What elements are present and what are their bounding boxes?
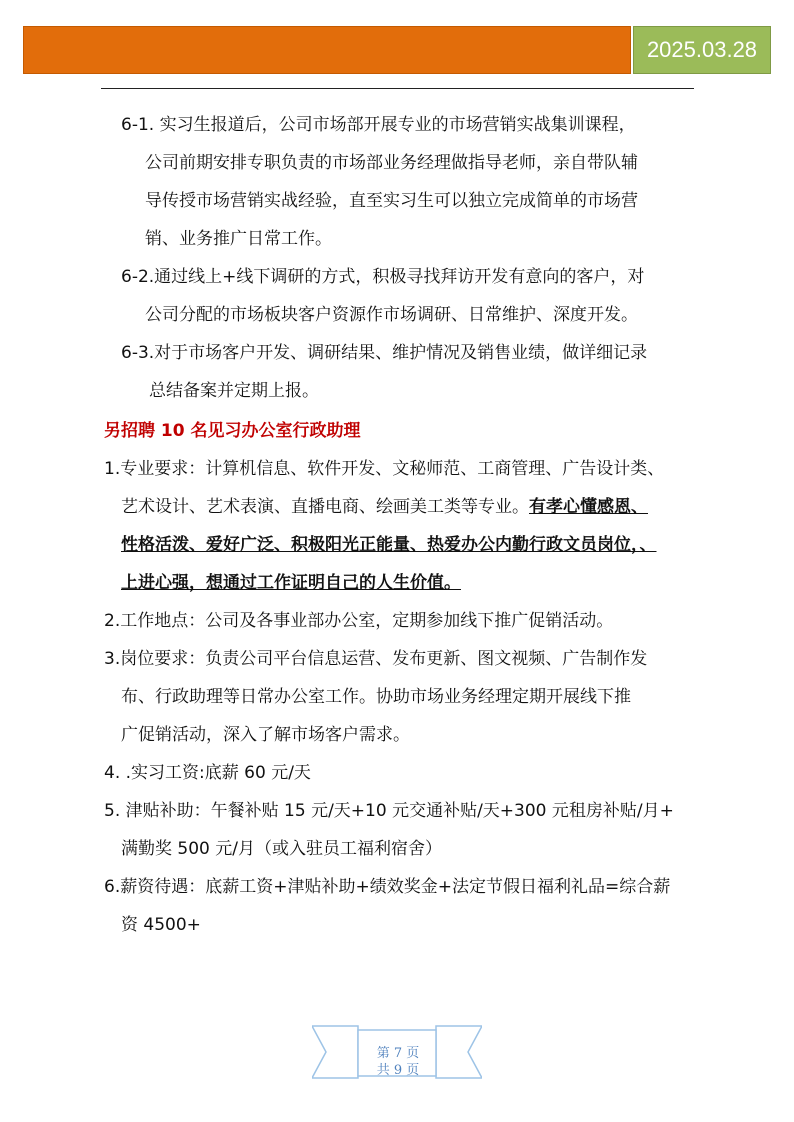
text-line: 2.工作地点：公司及各事业部办公室，定期参加线下推广促销活动。	[104, 611, 614, 631]
text-line: 销、业务推广日常工作。	[145, 229, 332, 249]
page-number: 第 7 页	[376, 1046, 420, 1061]
text-line: 导传授市场营销实战经验，直至实习生可以独立完成简单的市场营	[145, 191, 638, 211]
text-line: 资 4500+	[121, 915, 201, 935]
text-line: 6-2.通过线上+线下调研的方式，积极寻找拜访开发有意向的客户，对	[121, 267, 645, 287]
page-total: 共 9 页	[376, 1063, 420, 1078]
text-line: 6-1. 实习生报道后，公司市场部开展专业的市场营销实战集训课程，	[121, 115, 636, 135]
text-line: 6-3.对于市场客户开发、调研结果、维护情况及销售业绩，做详细记录	[121, 343, 648, 363]
text-line: 6.薪资待遇：底薪工资+津贴补助+绩效奖金+法定节假日福利礼品=综合薪	[104, 877, 671, 897]
text-line: 广促销活动，深入了解市场客户需求。	[121, 725, 410, 745]
text-line: 公司前期安排专职负责的市场部业务经理做指导老师，亲自带队辅	[145, 153, 638, 173]
text-line: 总结备案并定期上报。	[149, 381, 319, 401]
header-bar	[23, 26, 631, 74]
highlight-text: 上进心强，想通过工作证明自己的人生价值。	[121, 573, 461, 593]
text-segment: 艺术设计、艺术表演、直播电商、绘画美工类等专业。	[121, 497, 529, 517]
header-rule	[101, 88, 694, 89]
text-line: 公司分配的市场板块客户资源作市场调研、日常维护、深度开发。	[145, 305, 638, 325]
text-line: 5. 津贴补助：午餐补贴 15 元/天+10 元交通补贴/天+300 元租房补贴/月+	[104, 801, 674, 821]
text-line: 满勤奖 500 元/月（或入驻员工福利宿舍）	[121, 839, 442, 859]
highlight-text: 性格活泼、爱好广泛、积极阳光正能量、热爱办公内勤行政文员岗位，、	[121, 535, 657, 555]
text-line: 4. .实习工资:底薪 60 元/天	[104, 763, 311, 783]
text-line	[121, 495, 648, 519]
section-title: 另招聘 10 名见习办公室行政助理	[104, 421, 361, 441]
header-date: 2025.03.28	[633, 26, 771, 74]
text-line: 1.专业要求：计算机信息、软件开发、文秘师范、工商管理、广告设计类、	[104, 459, 665, 479]
text-line: 布、行政助理等日常办公室工作。协助市场业务经理定期开展线下推	[121, 687, 631, 707]
highlight-text: 有孝心懂感恩、	[529, 497, 648, 517]
text-line: 3.岗位要求：负责公司平台信息运营、发布更新、图文视频、广告制作发	[104, 649, 648, 669]
